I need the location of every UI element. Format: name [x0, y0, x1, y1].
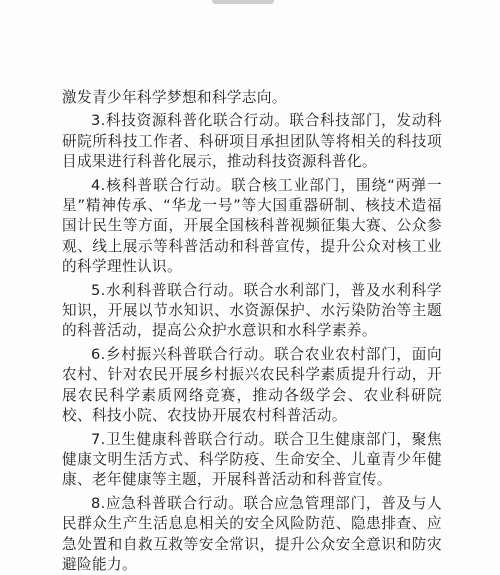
paragraph-item-8: 8.应急科普联合行动。联合应急管理部门，普及与人民群众生产生活息息相关的安全风险防范、隐患排查、应急处置和自救互救等安全常识，提升公众安全意识和防灾避险能力。 [62, 494, 442, 573]
paragraph-item-7: 7.卫生健康科普联合行动。联合卫生健康部门，聚焦健康文明生活方式、科学防疫、生命安全、儿童青少年健康、老年健康等主题，开展科普活动和科普宣传。 [62, 430, 442, 489]
paragraph-item-5: 5.水利科普联合行动。联合水利部门，普及水利科学知识，开展以节水知识、水资源保护、水污染防治等主题的科普活动，提高公众护水意识和水科学素养。 [62, 281, 442, 340]
document-body [62, 88, 442, 575]
paragraph-item-3: 3.科技资源科普化联合行动。联合科技部门，发动科研院所科技工作者、科研项目承担团队等将相关的科技项目成果进行科普化展示，推动科技资源科普化。 [62, 112, 442, 171]
paragraph-item-6: 6.乡村振兴科普联合行动。联合农业农村部门，面向农村、针对农民开展乡村振兴农民科学素质提升行动，开展农民科学素质网络竞赛，推动各级学会、农业科研院校、科技小院、农技协开展农村科普活动。 [62, 345, 442, 425]
paragraph-item-4: 4.核科普联合行动。联合核工业部门，围绕“两弹一星”精神传承、“华龙一号”等大国重器研制、核技术造福国计民生等方面，开展全国核科普视频征集大赛、公众参观、线上展示等科普活动和科普宣传，提升公众对核工业的科学理性认识。 [62, 176, 442, 276]
paragraph-continuation: 激发青少年科学梦想和科学志向。 [62, 89, 287, 106]
page-top-edge-mark [212, 0, 274, 4]
